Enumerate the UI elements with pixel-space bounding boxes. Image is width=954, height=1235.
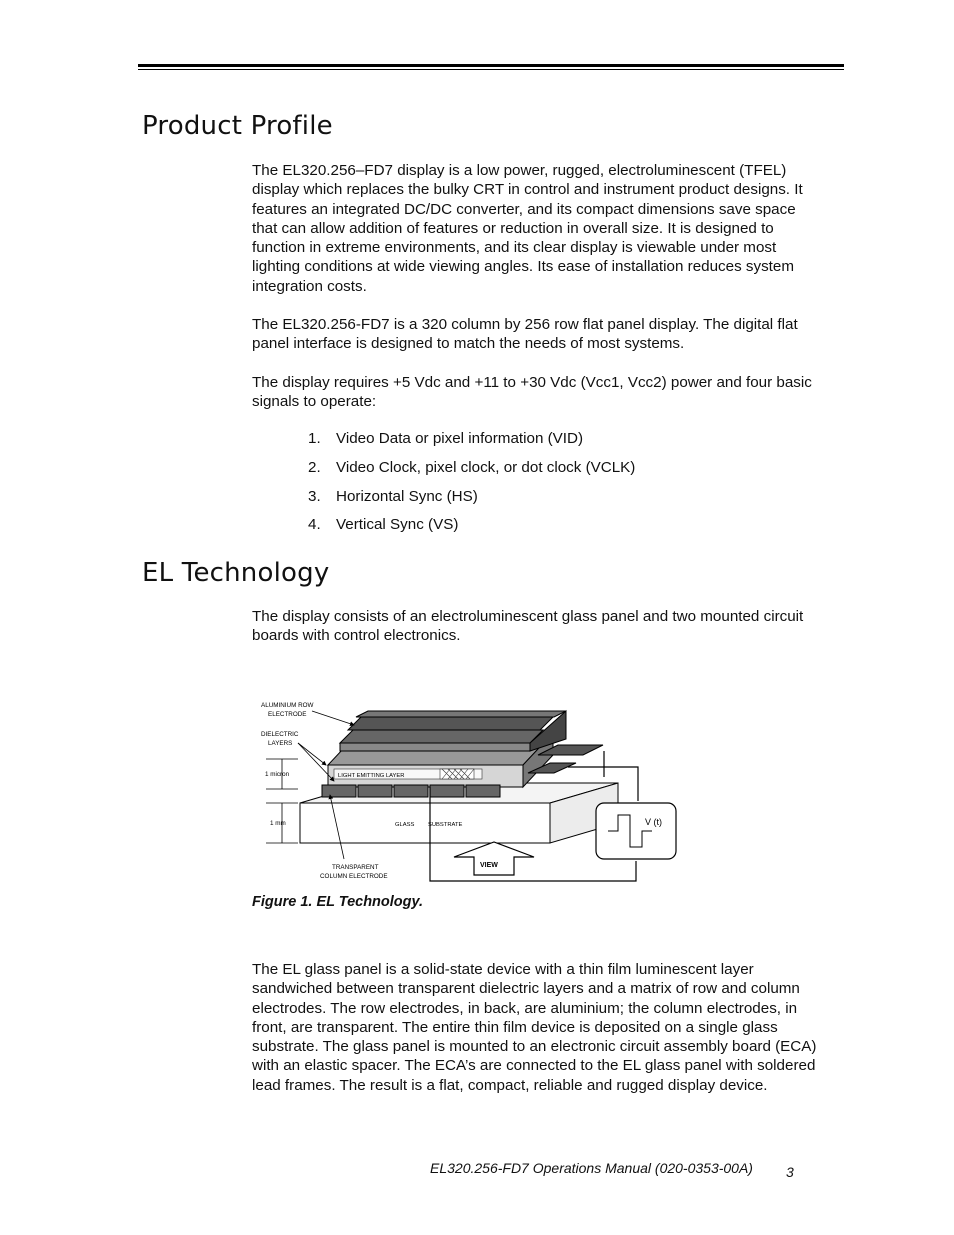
list-item: 1. Video Data or pixel information (VID) xyxy=(308,430,584,447)
mm-label: 1 mm xyxy=(270,820,286,827)
glass-substrate-front xyxy=(300,803,550,843)
list-item: 4. Vertical Sync (VS) xyxy=(308,516,459,533)
row-electrode-front xyxy=(340,743,530,751)
header-rule-thin xyxy=(138,69,844,70)
page-number: 3 xyxy=(786,1164,794,1180)
section-heading-product-profile: Product Profile xyxy=(142,111,333,141)
column-electrode-label: COLUMN ELECTRODE xyxy=(320,873,388,880)
glass-label: GLASS xyxy=(395,822,415,828)
paragraph-intro: The EL320.256–FD7 display is a low power, rugged, electroluminescent (TFEL) display which replaces the bulky CRT in control and instrument product designs. It features an integrated DC/DC converter, and its compact dimensions save space that can allow addition of features or reduction in overall size. It is designed to function in extreme environments, and its clear display is viewable under most lighting conditions at wide viewing angles. Its ease of installation reduces system integration costs. xyxy=(252,162,803,295)
header-rule xyxy=(138,64,844,67)
footer-manual-title: EL320.256-FD7 Operations Manual (020-0353-00A) xyxy=(430,1160,753,1176)
leader-line xyxy=(312,711,354,725)
paragraph-el-panel: The EL glass panel is a solid-state device with a thin film luminescent layer sandwiched between transparent dielectric layers and a matrix of row and column electrodes. The row electrodes, in back, are aluminium; the column electrodes, in front, are transparent. The entire thin film device is deposited on a single glass substrate. The glass panel is mounted to an electronic circuit assembly board (ECA) with an elastic spacer. The ECA’s are connected to the EL glass panel with soldered lead frames. The result is a flat, compact, reliable and rugged display device. xyxy=(252,961,817,1094)
substrate-label: SUBSTRATE xyxy=(428,822,463,828)
paragraph-el-intro: The display consists of an electroluminescent glass panel and two mounted circuit boards with control electronics. xyxy=(252,608,804,645)
row-electrode xyxy=(340,730,543,743)
dielectric-label: DIELECTRIC xyxy=(261,731,299,738)
paragraph-power: The display requires +5 Vdc and +11 to +30 Vdc (Vcc1, Vcc2) power and four basic signals to operate: xyxy=(252,374,812,411)
light-layer-label: LIGHT EMITTING LAYER xyxy=(338,773,405,779)
row-electrode xyxy=(356,711,566,717)
column-electrode xyxy=(394,785,428,797)
view-arrow-icon xyxy=(454,842,534,875)
row-electrode xyxy=(348,717,553,730)
view-label: VIEW xyxy=(480,862,498,869)
leader-line xyxy=(298,743,326,765)
figure-caption: Figure 1. EL Technology. xyxy=(252,894,424,910)
micron-label: 1 micron xyxy=(265,771,290,778)
column-electrode xyxy=(430,785,464,797)
list-item: 2. Video Clock, pixel clock, or dot clock (VCLK) xyxy=(308,459,636,476)
column-electrode xyxy=(322,785,356,797)
leader-line xyxy=(298,743,334,781)
el-technology-diagram xyxy=(258,695,688,887)
list-item: 3. Horizontal Sync (HS) xyxy=(308,488,478,505)
dielectric-label: LAYERS xyxy=(268,740,293,747)
row-electrode-label: ELECTRODE xyxy=(268,711,307,718)
voltage-label: V (t) xyxy=(645,817,662,827)
column-electrode xyxy=(466,785,500,797)
column-electrode-label: TRANSPARENT xyxy=(332,864,379,871)
paragraph-panel: The EL320.256-FD7 is a 320 column by 256 row flat panel display. The digital flat panel interface is designed to match the needs of most systems. xyxy=(252,316,798,353)
section-heading-el-technology: EL Technology xyxy=(142,558,330,588)
row-electrode-label: ALUMINIUM ROW xyxy=(261,702,314,709)
column-electrode xyxy=(358,785,392,797)
